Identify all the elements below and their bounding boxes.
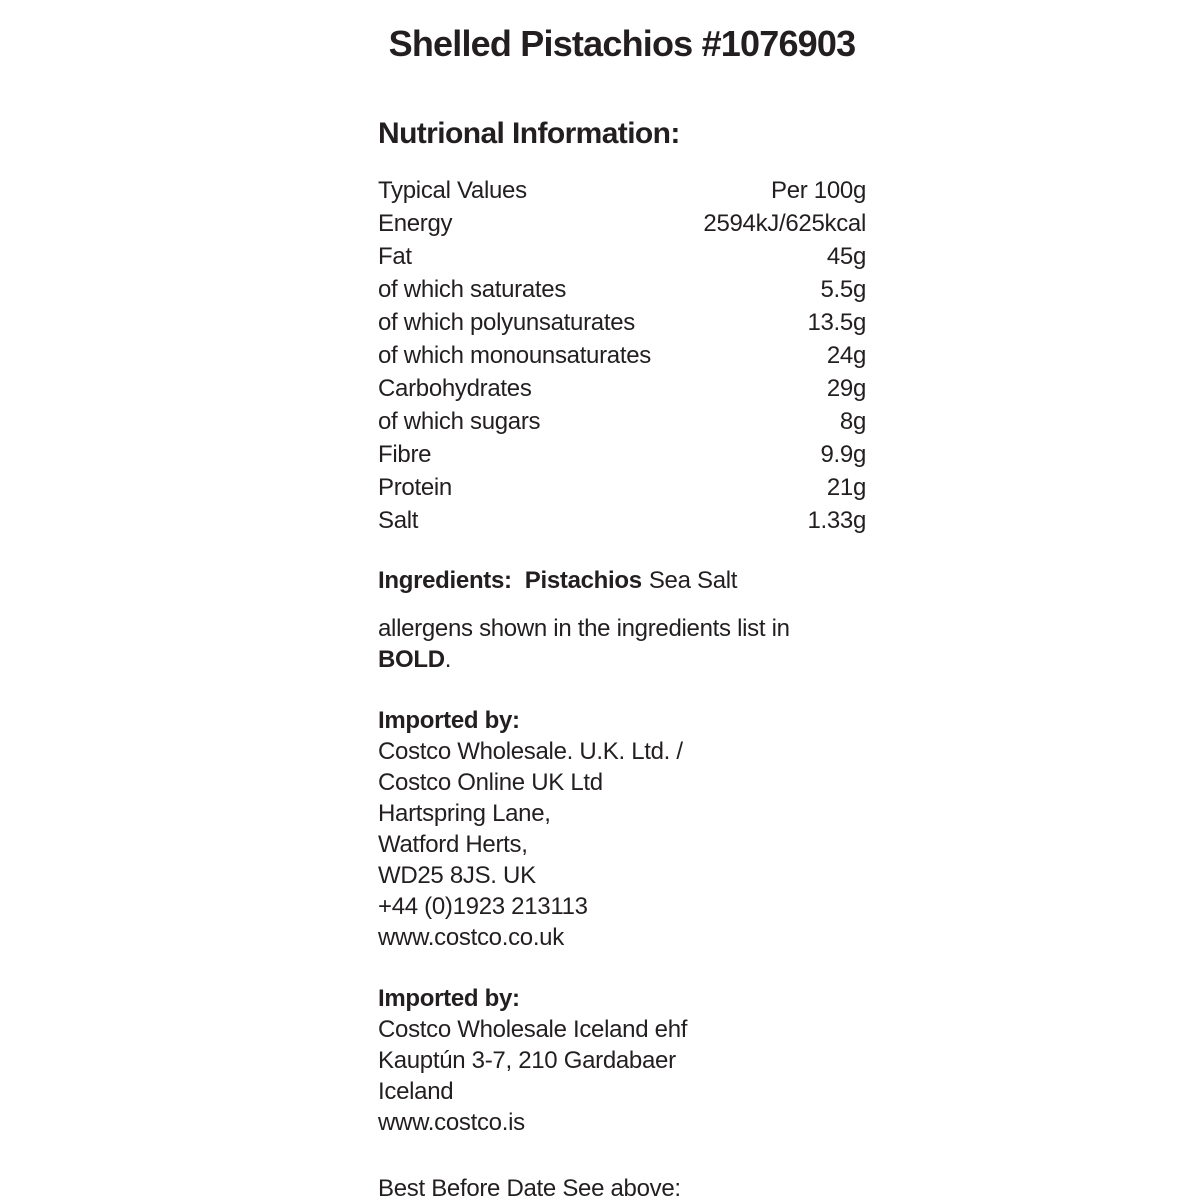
nutrition-value: 8g bbox=[839, 408, 866, 435]
content-column bbox=[378, 116, 866, 1200]
nutrition-label: of which polyunsaturates bbox=[378, 309, 635, 336]
nutrition-value: 9.9g bbox=[820, 441, 866, 468]
importer-line: Iceland bbox=[378, 1078, 454, 1105]
nutrition-value: 5.5g bbox=[820, 276, 866, 303]
nutrition-value: 24g bbox=[826, 342, 866, 369]
ingredient-sea-salt: Sea Salt bbox=[648, 567, 738, 594]
allergen-note-suffix: . bbox=[444, 646, 452, 673]
nutrition-value: 1.33g bbox=[807, 507, 866, 534]
ingredient-allergen-pistachios: Pistachios bbox=[524, 567, 642, 594]
nutrition-row bbox=[378, 504, 866, 537]
importer-heading: Imported by: bbox=[378, 985, 520, 1012]
importer-line: WD25 8JS. UK bbox=[378, 862, 536, 889]
nutrition-label: of which sugars bbox=[378, 408, 541, 435]
nutrition-value: 45g bbox=[826, 243, 866, 270]
allergen-note bbox=[378, 613, 866, 675]
nutrition-row bbox=[378, 240, 866, 273]
allergen-note-prefix: allergens shown in the ingredients list in bbox=[378, 615, 797, 642]
nutrition-row bbox=[378, 273, 866, 306]
nutrition-value: 2594kJ/625kcal bbox=[703, 210, 866, 237]
nutrition-label: Fat bbox=[378, 243, 412, 270]
ingredients-label: Ingredients: bbox=[378, 567, 512, 594]
nutrition-row bbox=[378, 372, 866, 405]
importer-heading: Imported by: bbox=[378, 707, 520, 734]
nutrition-row bbox=[378, 438, 866, 471]
allergen-note-bold-word: BOLD bbox=[378, 646, 445, 673]
nutrition-row bbox=[378, 207, 866, 240]
nutrition-value: 29g bbox=[826, 375, 866, 402]
nutrition-label: Protein bbox=[378, 474, 452, 501]
nutrition-row bbox=[378, 471, 866, 504]
product-title: Shelled Pistachios #1076903 bbox=[388, 23, 856, 64]
nutrition-label: Carbohydrates bbox=[378, 375, 532, 402]
nutrition-label: Energy bbox=[378, 210, 453, 237]
nutrition-label: of which monounsaturates bbox=[378, 342, 651, 369]
importer-phone: +44 (0)1923 213113 bbox=[378, 893, 588, 920]
importer-line: Costco Wholesale Iceland ehf bbox=[378, 1016, 688, 1043]
nutrition-row bbox=[378, 306, 866, 339]
nutrition-heading: Nutrional Information: bbox=[378, 117, 680, 150]
nutrition-row bbox=[378, 405, 866, 438]
nutrition-value: 13.5g bbox=[807, 309, 866, 336]
nutrition-label: Salt bbox=[378, 507, 419, 534]
nutrition-row bbox=[378, 174, 866, 207]
nutrition-label: Fibre bbox=[378, 441, 432, 468]
importer-line: Hartspring Lane, bbox=[378, 800, 551, 827]
importer-line: Costco Online UK Ltd bbox=[378, 769, 603, 796]
nutrition-value: Per 100g bbox=[770, 177, 866, 204]
importer-line: Watford Herts, bbox=[378, 831, 528, 858]
importer-line: Kauptún 3-7, 210 Gardabaer bbox=[378, 1047, 676, 1074]
nutrition-table bbox=[378, 174, 866, 537]
nutrition-value: 21g bbox=[826, 474, 866, 501]
nutrition-label: of which saturates bbox=[378, 276, 567, 303]
importer-iceland-block bbox=[378, 983, 866, 1138]
nutrition-row bbox=[378, 339, 866, 372]
importer-website-iceland: www.costco.is bbox=[378, 1109, 525, 1136]
importer-website-uk: www.costco.co.uk bbox=[378, 924, 564, 951]
importer-uk-block bbox=[378, 705, 866, 953]
nutrition-label: Typical Values bbox=[378, 177, 527, 204]
best-before-line: Best Before Date See above: bbox=[378, 1175, 681, 1200]
ingredients-line bbox=[378, 565, 866, 596]
importer-line: Costco Wholesale. U.K. Ltd. / bbox=[378, 738, 683, 765]
